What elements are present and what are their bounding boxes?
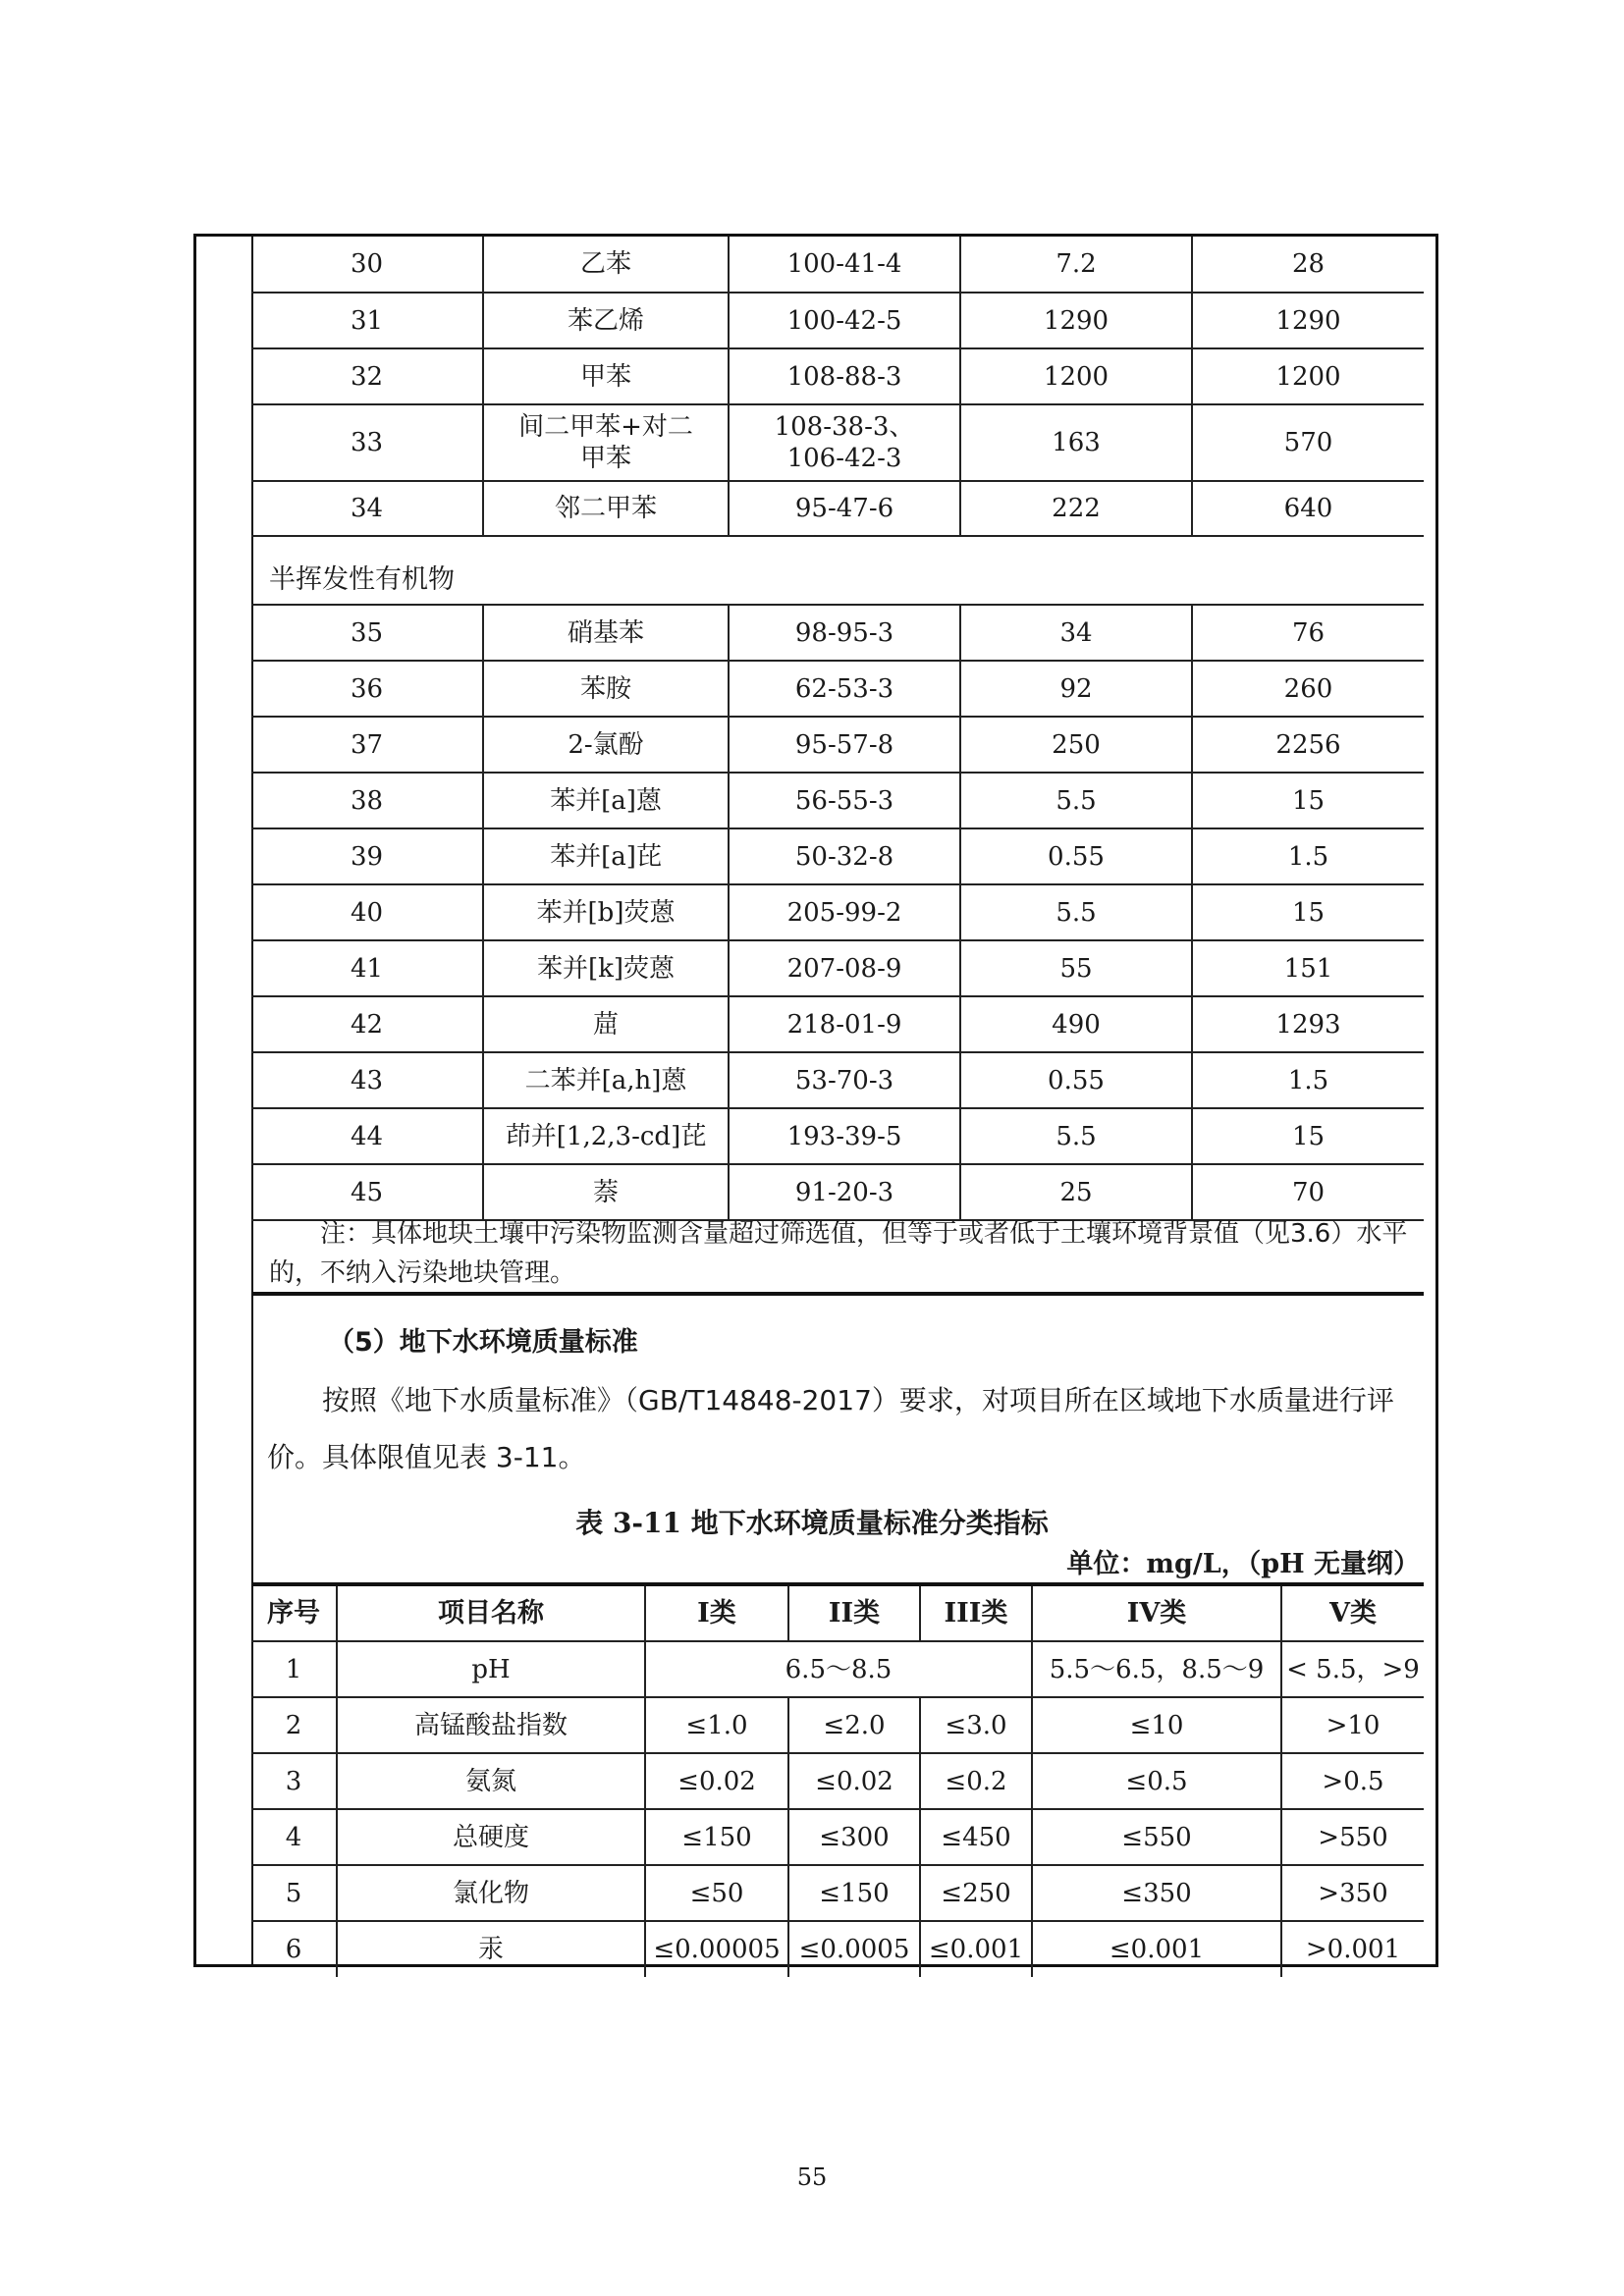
- control-value: 260: [1192, 661, 1424, 717]
- table-row: [251, 828, 1424, 884]
- pollutant-name: 乙苯: [483, 237, 729, 293]
- row-number: 31: [251, 293, 483, 348]
- cas-number: 56-55-3: [729, 773, 960, 828]
- cas-number: 95-47-6: [729, 481, 960, 536]
- screening-value: 34: [960, 605, 1192, 661]
- screening-value: 92: [960, 661, 1192, 717]
- control-value: 1293: [1192, 996, 1424, 1052]
- table-row: [251, 1697, 1424, 1753]
- class-iii-value: ≤450: [920, 1809, 1032, 1865]
- cas-number: 91-20-3: [729, 1164, 960, 1220]
- table-row: [251, 996, 1424, 1052]
- class-iv-value: ≤550: [1032, 1809, 1281, 1865]
- table-row: [251, 773, 1424, 828]
- control-value: 28: [1192, 237, 1424, 293]
- pollutant-name: 苯并[b]荧蒽: [483, 884, 729, 940]
- control-value: 151: [1192, 940, 1424, 996]
- table-row: [251, 605, 1424, 661]
- row-number: 30: [251, 237, 483, 293]
- cas-number: 100-41-4: [729, 237, 960, 293]
- class-ii-value: ≤150: [788, 1865, 920, 1921]
- row-number: 45: [251, 1164, 483, 1220]
- row-number: 42: [251, 996, 483, 1052]
- class-iii-value: ≤0.001: [920, 1921, 1032, 1977]
- row-number: 5: [251, 1865, 337, 1921]
- class-v-value: >0.001: [1281, 1921, 1424, 1977]
- table-row: [251, 1108, 1424, 1164]
- cas-number: 98-95-3: [729, 605, 960, 661]
- cas-number-line: 108-38-3、: [774, 412, 915, 442]
- class-ii-value: ≤300: [788, 1809, 920, 1865]
- pollutant-name: 甲苯: [483, 348, 729, 404]
- section-label: 半挥发性有机物: [269, 564, 455, 595]
- cas-number: 193-39-5: [729, 1108, 960, 1164]
- class-v-value: >0.5: [1281, 1753, 1424, 1809]
- item-name: 氨氮: [337, 1753, 645, 1809]
- page-number: 55: [796, 2163, 828, 2191]
- control-value: 15: [1192, 1108, 1424, 1164]
- class-i-value: ≤50: [645, 1865, 788, 1921]
- body-paragraph: 按照《地下水质量标准》（GB/T14848-2017）要求，对项目所在区域地下水质量进行评价。具体限值见表 3-11。: [267, 1384, 1394, 1473]
- table-row: [251, 404, 1424, 481]
- class-iv-value: ≤0.5: [1032, 1753, 1281, 1809]
- cas-number: 53-70-3: [729, 1052, 960, 1108]
- row-number: 40: [251, 884, 483, 940]
- row-number: 43: [251, 1052, 483, 1108]
- row-number: 33: [251, 404, 483, 481]
- screening-value: 25: [960, 1164, 1192, 1220]
- table-note: 注：具体地块土壤中污染物监测含量超过筛选值，但等于或者低于土壤环境背景值（见3.6）水平的，不纳入污染地块管理。: [269, 1219, 1408, 1288]
- control-value: 570: [1192, 404, 1424, 481]
- item-name: 总硬度: [337, 1809, 645, 1865]
- row-number: 36: [251, 661, 483, 717]
- screening-value: 1200: [960, 348, 1192, 404]
- pollutant-name-line: 甲苯: [579, 444, 631, 473]
- row-number: 6: [251, 1921, 337, 1977]
- groundwater-standard-table: [251, 1582, 1424, 1977]
- control-value: 1200: [1192, 348, 1424, 404]
- column-header: 序号: [251, 1584, 337, 1641]
- row-number: 32: [251, 348, 483, 404]
- table-unit: 单位：mg/L，（pH 无量纲）: [1066, 1549, 1420, 1579]
- pollutant-name-line: 间二甲苯+对二: [518, 412, 693, 442]
- class-iii-value: ≤3.0: [920, 1697, 1032, 1753]
- table-row: [251, 1809, 1424, 1865]
- item-name: pH: [337, 1641, 645, 1697]
- table-row: [251, 481, 1424, 536]
- column-header: V类: [1281, 1584, 1424, 1641]
- table-row: [251, 717, 1424, 773]
- row-number: 37: [251, 717, 483, 773]
- cas-number: 218-01-9: [729, 996, 960, 1052]
- class-v-value: >10: [1281, 1697, 1424, 1753]
- pollutant-name: [483, 404, 729, 481]
- control-value: 15: [1192, 884, 1424, 940]
- class-iv-value: ≤0.001: [1032, 1921, 1281, 1977]
- column-header: II类: [788, 1584, 920, 1641]
- row-number: 38: [251, 773, 483, 828]
- class-iv-value: 5.5～6.5，8.5～9: [1032, 1641, 1281, 1697]
- table-row: [251, 1052, 1424, 1108]
- cas-number-line: 106-42-3: [786, 444, 902, 473]
- pollutant-name: 2-氯酚: [483, 717, 729, 773]
- control-value: 2256: [1192, 717, 1424, 773]
- table-row: [251, 237, 1424, 293]
- pollutant-name: 苯并[a]芘: [483, 828, 729, 884]
- pollutant-name: 苯胺: [483, 661, 729, 717]
- control-value: 15: [1192, 773, 1424, 828]
- cas-number: 50-32-8: [729, 828, 960, 884]
- cas-number: 108-88-3: [729, 348, 960, 404]
- screening-value: 5.5: [960, 1108, 1192, 1164]
- row-number: 4: [251, 1809, 337, 1865]
- screening-value: 7.2: [960, 237, 1192, 293]
- screening-value: 222: [960, 481, 1192, 536]
- row-number: 1: [251, 1641, 337, 1697]
- pollutant-name: 二苯并[a,h]蒽: [483, 1052, 729, 1108]
- cas-number: 205-99-2: [729, 884, 960, 940]
- class-ii-value: ≤0.02: [788, 1753, 920, 1809]
- cas-number: 62-53-3: [729, 661, 960, 717]
- cas-number: 95-57-8: [729, 717, 960, 773]
- pollutant-name: 茚并[1,2,3-cd]芘: [483, 1108, 729, 1164]
- table-caption: 表 3-11 地下水环境质量标准分类指标: [575, 1507, 1049, 1539]
- column-header: IV类: [1032, 1584, 1281, 1641]
- table-row: [251, 1753, 1424, 1809]
- screening-value: 163: [960, 404, 1192, 481]
- pollutant-name: 䓛: [483, 996, 729, 1052]
- control-value: 1290: [1192, 293, 1424, 348]
- class-v-value: >350: [1281, 1865, 1424, 1921]
- class-i-value: ≤150: [645, 1809, 788, 1865]
- class-ii-value: ≤0.0005: [788, 1921, 920, 1977]
- section-heading: （5）地下水环境质量标准: [328, 1327, 638, 1358]
- table-header-row: [251, 1584, 1424, 1641]
- class-i-iii-value: 6.5～8.5: [645, 1641, 1032, 1697]
- item-name: 高锰酸盐指数: [337, 1697, 645, 1753]
- row-number: 3: [251, 1753, 337, 1809]
- screening-value: 250: [960, 717, 1192, 773]
- control-value: 1.5: [1192, 1052, 1424, 1108]
- table-row: [251, 1641, 1424, 1697]
- pollutant-name: 苯乙烯: [483, 293, 729, 348]
- class-v-value: < 5.5，>9: [1281, 1641, 1424, 1697]
- class-i-value: ≤0.02: [645, 1753, 788, 1809]
- column-header: III类: [920, 1584, 1032, 1641]
- pollutant-name: 萘: [483, 1164, 729, 1220]
- table-row: [251, 1865, 1424, 1921]
- table-row: [251, 884, 1424, 940]
- item-name: 氯化物: [337, 1865, 645, 1921]
- class-i-value: ≤1.0: [645, 1697, 788, 1753]
- row-number: 34: [251, 481, 483, 536]
- row-number: 44: [251, 1108, 483, 1164]
- table-row: [251, 940, 1424, 996]
- screening-value: 490: [960, 996, 1192, 1052]
- row-number: 2: [251, 1697, 337, 1753]
- control-value: 70: [1192, 1164, 1424, 1220]
- table-row: [251, 1164, 1424, 1220]
- row-number: 41: [251, 940, 483, 996]
- class-ii-value: ≤2.0: [788, 1697, 920, 1753]
- table-row: [251, 1921, 1424, 1977]
- pollutant-name: 硝基苯: [483, 605, 729, 661]
- row-number: 35: [251, 605, 483, 661]
- cas-number: 207-08-9: [729, 940, 960, 996]
- table-row: [251, 348, 1424, 404]
- screening-value: 5.5: [960, 773, 1192, 828]
- screening-value: 0.55: [960, 828, 1192, 884]
- control-value: 76: [1192, 605, 1424, 661]
- cas-number: [729, 404, 960, 481]
- screening-value: 55: [960, 940, 1192, 996]
- pollutant-name: 苯并[a]蒽: [483, 773, 729, 828]
- table-row: [251, 661, 1424, 717]
- class-iii-value: ≤250: [920, 1865, 1032, 1921]
- control-value: 1.5: [1192, 828, 1424, 884]
- class-v-value: >550: [1281, 1809, 1424, 1865]
- pollutant-table-bottom: [251, 604, 1424, 1221]
- screening-value: 0.55: [960, 1052, 1192, 1108]
- pollutant-table-top: [251, 237, 1424, 537]
- class-iv-value: ≤10: [1032, 1697, 1281, 1753]
- pollutant-name: 邻二甲苯: [483, 481, 729, 536]
- row-number: 39: [251, 828, 483, 884]
- table-row: [251, 293, 1424, 348]
- class-iv-value: ≤350: [1032, 1865, 1281, 1921]
- column-header: I类: [645, 1584, 788, 1641]
- screening-value: 5.5: [960, 884, 1192, 940]
- cas-number: 100-42-5: [729, 293, 960, 348]
- table-bottom-rule: [251, 1292, 1424, 1296]
- screening-value: 1290: [960, 293, 1192, 348]
- pollutant-name: 苯并[k]荧蒽: [483, 940, 729, 996]
- control-value: 640: [1192, 481, 1424, 536]
- item-name: 汞: [337, 1921, 645, 1977]
- class-i-value: ≤0.00005: [645, 1921, 788, 1977]
- column-header: 项目名称: [337, 1584, 645, 1641]
- class-iii-value: ≤0.2: [920, 1753, 1032, 1809]
